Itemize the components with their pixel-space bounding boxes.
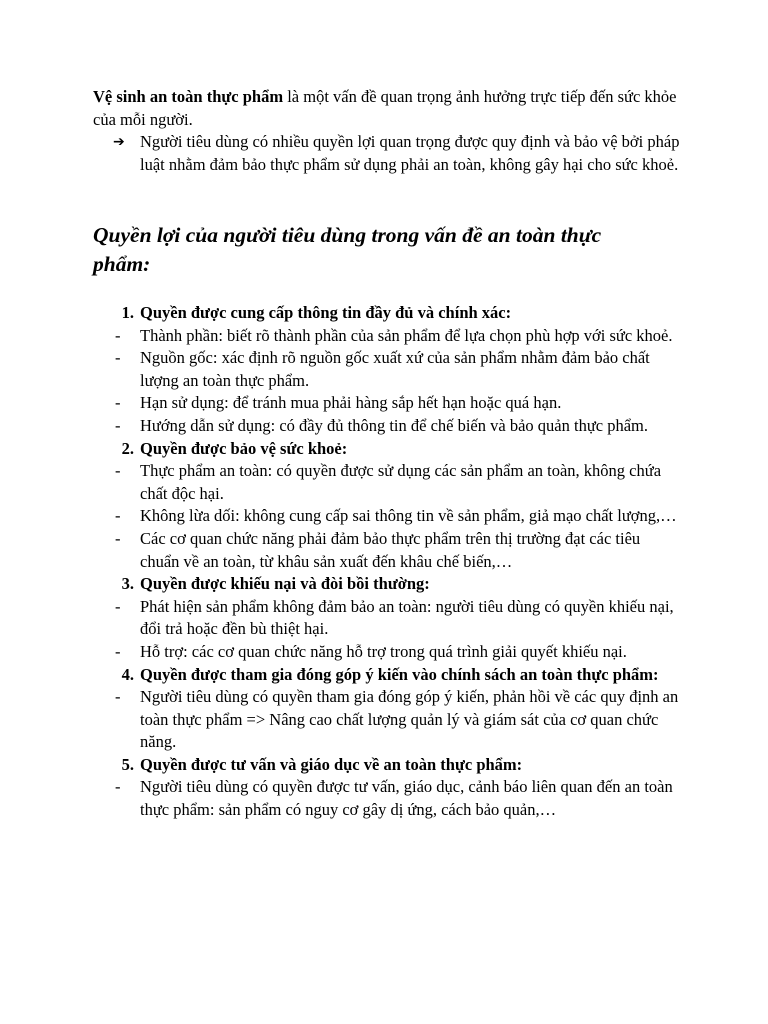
- dash-bullet: -: [115, 506, 121, 526]
- item-title: Quyền được cung cấp thông tin đầy đủ và chính xác:: [140, 303, 512, 322]
- bullet-text: Nguồn gốc: xác định rõ nguồn gốc xuất xứ của sản phẩm nhằm đảm bảo chất lượng an toàn thực phẩm.: [140, 348, 650, 390]
- dash-bullet: -: [115, 325, 121, 345]
- bullet-item: [93, 641, 683, 664]
- intro-block: [93, 86, 683, 176]
- arrow-item: [113, 131, 683, 176]
- dash-bullet: -: [115, 393, 121, 413]
- intro-paragraph: [93, 86, 683, 131]
- numbered-item-2: [93, 438, 683, 461]
- dash-bullet: -: [115, 596, 121, 616]
- rights-list: [93, 302, 683, 822]
- item-number: [93, 573, 140, 596]
- bullet-text: Thành phần: biết rõ thành phần của sản phẩm để lựa chọn phù hợp với sức khoẻ.: [140, 325, 673, 345]
- bullet-text: Người tiêu dùng có quyền tham gia đóng góp ý kiến, phản hồi về các quy định an toàn thực phẩm => Nâng cao chất lượng quản lý và giám sát của cơ quan chức năng.: [140, 687, 679, 752]
- bullet-item: [93, 528, 683, 573]
- intro-text: là một vấn đề quan trọng ảnh hưởng trực tiếp đến sức khỏe của mỗi người.: [93, 87, 677, 129]
- dash-bullet: -: [115, 777, 121, 797]
- item-title: Quyền được tham gia đóng góp ý kiến vào chính sách an toàn thực phẩm:: [140, 664, 659, 684]
- item-number-label: 3.: [121, 574, 134, 594]
- item-number: [93, 664, 140, 687]
- dash-bullet: -: [115, 461, 121, 481]
- numbered-item-3: [93, 573, 683, 596]
- item-number: [93, 438, 140, 461]
- bullet-item: [93, 415, 683, 438]
- item-title: Quyền được khiếu nại và đòi bồi thường:: [140, 574, 430, 594]
- bullet-item: [93, 325, 683, 348]
- item-number-label: 5.: [121, 754, 134, 774]
- item-number-label: 2.: [121, 438, 134, 458]
- numbered-item-4: [93, 664, 683, 687]
- item-title: Quyền được bảo vệ sức khoẻ:: [140, 438, 348, 458]
- dash-bullet: -: [115, 528, 121, 548]
- arrow-item-text: Người tiêu dùng có nhiều quyền lợi quan trọng được quy định và bảo vệ bởi pháp luật nhằm đảm bảo thực phẩm sử dụng phải an toàn, không gây hại cho sức khoẻ.: [140, 132, 680, 174]
- bullet-text: Người tiêu dùng có quyền được tư vấn, giáo dục, cảnh báo liên quan đến an toàn thực phẩm: sản phẩm có nguy cơ gây dị ứng, cách bảo quản,…: [140, 777, 673, 820]
- dash-bullet: -: [115, 348, 121, 368]
- bullet-item: [93, 392, 683, 415]
- bullet-item: [93, 776, 683, 821]
- dash-bullet: -: [115, 641, 121, 661]
- bullet-item: [93, 686, 683, 754]
- bullet-text: Phát hiện sản phẩm không đảm bảo an toàn: người tiêu dùng có quyền khiếu nại, đổi trả hoặc đền bù thiệt hại.: [140, 596, 674, 639]
- bullet-item: [93, 460, 683, 505]
- dash-bullet: -: [115, 415, 121, 435]
- dash-bullet: -: [115, 687, 121, 707]
- numbered-item-1: [93, 302, 683, 325]
- arrow-icon: ➔: [113, 134, 125, 151]
- item-title: Quyền được tư vấn và giáo dục về an toàn thực phẩm:: [140, 754, 523, 774]
- numbered-item-5: [93, 754, 683, 777]
- bullet-text: Thực phẩm an toàn: có quyền được sử dụng các sản phẩm an toàn, không chứa chất độc hại.: [140, 461, 662, 503]
- bullet-text: Hướng dẫn sử dụng: có đầy đủ thông tin để chế biến và bảo quản thực phẩm.: [140, 415, 648, 435]
- item-number: [93, 302, 140, 325]
- item-number-label: 4.: [121, 664, 134, 684]
- bullet-text: Hỗ trợ: các cơ quan chức năng hỗ trợ trong quá trình giải quyết khiếu nại.: [140, 641, 627, 661]
- intro-bold-lead: Vệ sinh an toàn thực phẩm: [93, 87, 284, 106]
- bullet-item: [93, 347, 683, 392]
- bullet-text: Các cơ quan chức năng phải đảm bảo thực phẩm trên thị trường đạt các tiêu chuẩn về an toàn, từ khâu sản xuất đến khâu chế biến,…: [140, 528, 641, 571]
- item-number-label: 1.: [121, 303, 134, 322]
- bullet-item: [93, 505, 683, 528]
- item-number: [93, 754, 140, 777]
- bullet-text: Không lừa dối: không cung cấp sai thông tin về sản phẩm, giả mạo chất lượng,…: [140, 506, 677, 526]
- section-heading: Quyền lợi của người tiêu dùng trong vấn đề an toàn thực phẩm:: [93, 223, 602, 276]
- bullet-item: [93, 596, 683, 641]
- bullet-text: Hạn sử dụng: để tránh mua phải hàng sắp hết hạn hoặc quá hạn.: [140, 393, 562, 413]
